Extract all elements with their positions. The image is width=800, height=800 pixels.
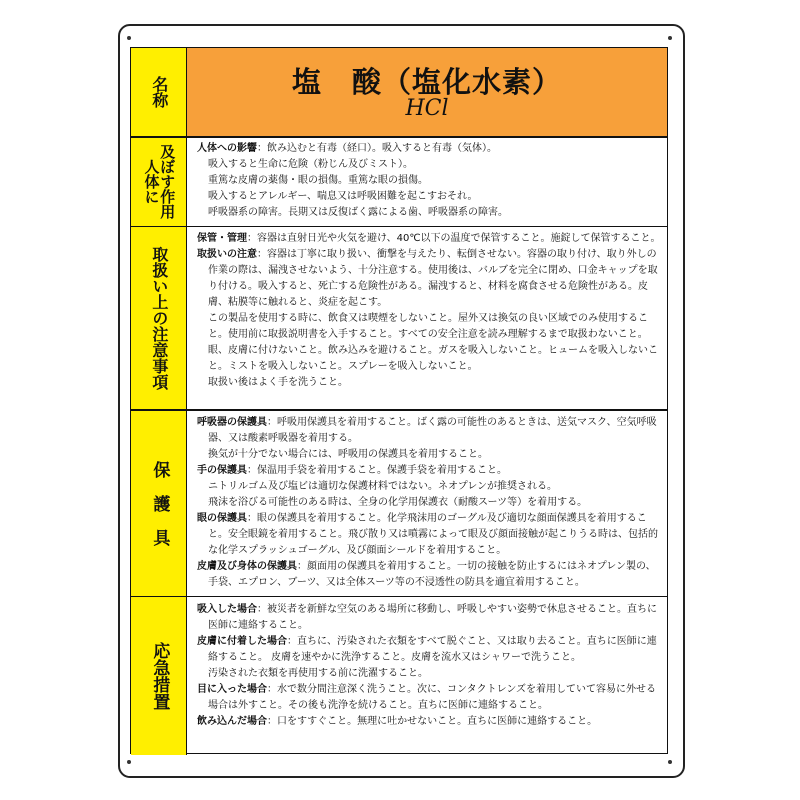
- hand-text: ：保温用手袋を着用すること。保護手袋を着用すること。: [247, 465, 507, 476]
- handling-paragraph: 取扱い後はよく手を洗うこと。: [208, 377, 348, 388]
- label-protection-text: 保 護 具: [149, 460, 170, 546]
- effects-text: ：飲み込むと有毒（経口）。吸入すると有毒（気体）。: [257, 143, 497, 154]
- label-effects-line2: 及ぼす作用: [158, 144, 177, 219]
- row-divider: [131, 596, 667, 598]
- eye-contact-text: ：水で数分間注意深く洗うこと。次に、コンタクトレンズを着用していて容易に外せる場合は外すこと。その後も洗浄を続けること。直ちに医師に連絡すること。: [208, 684, 657, 711]
- handling-section: [197, 231, 661, 391]
- storage-key: 保管・管理: [197, 233, 247, 244]
- handling-text: ：容器は丁寧に取り扱い、衝撃を与えたり、転倒させない。容器の取り付け、取り外しの作業の際は、漏洩させないよう、十分注意する。使用後は、バルブを完全に閉め、口金キャップを取り付ける。吸入すると、死亡する危険性がある。漏洩すると、材料を腐食させる危険性がある。皮膚、粘膜等に触れると、炎症を起こす。: [208, 249, 658, 308]
- eye-text: ：眼の保護具を着用すること。化学飛沫用のゴーグル及び適切な顔面保護具を着用すること。安全眼鏡を着用すること。飛び散り又は噴霧によって眼及び顔面接触が起こりうる時は、包括的な化学スプラッシュゴーグル、及び顔面シールドを着用すること。: [208, 513, 658, 556]
- effects-line: 重篤な皮膚の薬傷・眼の損傷。重篤な眼の損傷。: [208, 175, 428, 186]
- row-divider: [131, 136, 667, 138]
- eye-key: 眼の保護具: [197, 513, 247, 524]
- effects-key: 人体への影響: [197, 143, 257, 154]
- eye-contact-key: 目に入った場合: [197, 684, 267, 695]
- label-name-text: 名称: [149, 76, 169, 108]
- hand-key: 手の保護具: [197, 465, 247, 476]
- effects-line: 吸入するとアレルギー、喘息又は呼吸困難を起こすおそれ。: [208, 191, 478, 202]
- skin-contact-key: 皮膚に付着した場合: [197, 636, 287, 647]
- skin-key: 皮膚及び身体の保護具: [197, 561, 297, 572]
- label-first-aid-text: 応急措置: [149, 642, 170, 710]
- storage-text: ：容器は直射日光や火気を避け、40℃以下の温度で保管すること。施錠して保管すること。: [247, 233, 661, 244]
- mounting-hole: [127, 36, 131, 40]
- swallowed-text: ：口をすすぐこと。無理に吐かせないこと。直ちに医師に連絡すること。: [267, 716, 598, 727]
- label-handling-text: 取扱い上の注意事項: [149, 246, 169, 390]
- row-divider: [131, 409, 667, 411]
- handling-paragraph: この製品を使用する時に、飲食又は喫煙をしないこと。屋外又は換気の良い区域でのみ使用すること。使用前に取扱説明書を入手すること。すべての安全注意を読み理解するまで取扱わないこと。眼、皮膚に付けないこと。飲み込みを避けること。ガスを吸入しないこと。ヒュームを吸入しないこと。ミストを吸入しないこと。スプレーを吸入しないこと。: [208, 313, 658, 372]
- protection-paragraph: 換気が十分でない場合には、呼吸用の保護具を着用すること。: [208, 449, 488, 460]
- row-divider: [131, 226, 667, 228]
- effects-line: 呼吸器系の障害。長期又は反復ばく露による歯、呼吸器系の障害。: [208, 207, 508, 218]
- inhaled-text: ：被災者を新鮮な空気のある場所に移動し、呼吸しやすい姿勢で休息させること。直ちに医師に連絡すること。: [208, 604, 657, 631]
- label-handling: [131, 227, 187, 409]
- chemical-formula: HCl: [405, 96, 449, 121]
- label-protection: [131, 411, 187, 596]
- mounting-hole: [668, 36, 672, 40]
- label-effects: [131, 138, 187, 226]
- protection-section: [197, 415, 661, 591]
- skin-contact-text: ：直ちに、汚染された衣類をすべて脱ぐこと、又は取り去ること。直ちに医師に連絡すること。 皮膚を速やかに洗浄すること。皮膚を流水又はシャワーで洗うこと。: [208, 636, 657, 663]
- first-aid-paragraph: 汚染された衣類を再使用する前に洗濯すること。: [208, 668, 428, 679]
- skin-text: ：顔面用の保護具を着用すること。一切の接触を防止するにはネオプレン製の、手袋、エプロン、ブーツ、又は全体スーツ等の不浸透性の防具を適宜着用すること。: [208, 561, 656, 588]
- label-first-aid: [131, 597, 187, 755]
- mounting-hole: [127, 760, 131, 764]
- chemical-title: 塩 酸（塩化水素）: [291, 65, 562, 99]
- first-aid-section: [197, 602, 661, 730]
- swallowed-key: 飲み込んだ場合: [197, 716, 267, 727]
- chemical-name-header: [187, 48, 667, 136]
- respiratory-key: 呼吸器の保護具: [197, 417, 267, 428]
- effects-section: [197, 141, 661, 221]
- protection-paragraph: 飛沫を浴びる可能性のある時は、全身の化学用保護衣（耐酸スーツ等）を着用する。: [208, 497, 588, 508]
- effects-line: 吸入すると生命に危険（粉じん及びミスト）。: [208, 159, 413, 170]
- respiratory-text: ：呼吸用保護具を着用すること。ばく露の可能性のあるときは、送気マスク、空気呼吸器、又は酸素呼吸器を着用する。: [208, 417, 657, 444]
- mounting-hole: [668, 760, 672, 764]
- label-name: [131, 48, 187, 136]
- label-effects-line1: 人体に: [142, 159, 161, 204]
- handling-key: 取扱いの注意: [197, 249, 257, 260]
- protection-paragraph: ニトリルゴム及び塩ビは適切な保護材料ではない。ネオプレンが推奨される。: [208, 481, 558, 492]
- inhaled-key: 吸入した場合: [197, 604, 257, 615]
- safety-table: [130, 47, 668, 754]
